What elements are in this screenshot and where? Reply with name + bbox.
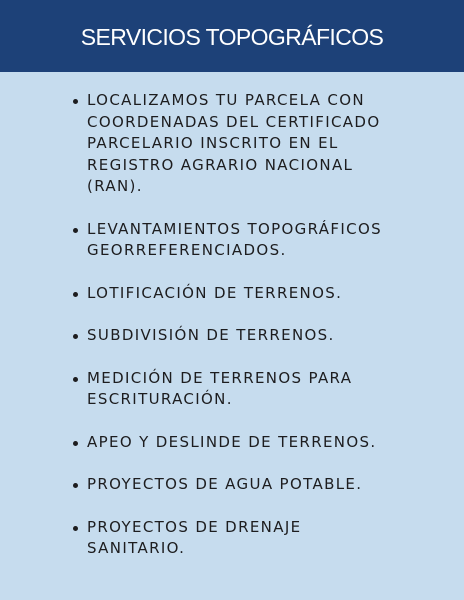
service-text-line: APEO Y DESLINDE DE TERRENOS.	[87, 432, 377, 451]
bullet-icon	[73, 99, 78, 104]
service-text-line: ESCRITURACIÓN.	[87, 390, 233, 408]
service-text-line: LOTIFICACIÓN DE TERRENOS.	[87, 283, 343, 302]
bullet-icon	[73, 483, 78, 488]
service-text-line: COORDENADAS DEL CERTIFICADO	[87, 112, 381, 131]
service-text-line: REGISTRO AGRARIO NACIONAL	[87, 155, 354, 174]
service-text-line: SANITARIO.	[87, 539, 186, 557]
bullet-icon	[73, 228, 78, 233]
service-item	[0, 325, 464, 347]
service-text-line: (RAN).	[87, 177, 143, 195]
service-item	[0, 474, 464, 496]
service-text-line: MEDICIÓN DE TERRENOS PARA	[87, 368, 353, 387]
service-text-line: SUBDIVISIÓN DE TERRENOS.	[87, 326, 335, 344]
service-item	[0, 90, 464, 198]
bullet-icon	[73, 377, 78, 382]
bullet-icon	[73, 334, 78, 339]
service-item	[0, 517, 464, 560]
header-banner	[0, 0, 464, 72]
service-text-line: PROYECTOS DE DRENAJE	[87, 517, 302, 536]
service-item	[0, 432, 464, 454]
bullet-icon	[73, 526, 78, 531]
service-text-line: LEVANTAMIENTOS TOPOGRÁFICOS	[87, 219, 383, 238]
bullet-icon	[73, 292, 78, 297]
service-text-line: PROYECTOS DE AGUA POTABLE.	[87, 475, 363, 493]
page-title: SERVICIOS TOPOGRÁFICOS	[80, 23, 384, 50]
service-item	[0, 219, 464, 262]
service-item	[0, 368, 464, 411]
service-text-line: PARCELARIO INSCRITO EN EL	[87, 134, 339, 152]
bullet-icon	[73, 441, 78, 446]
service-text-line: GEORREFERENCIADOS.	[87, 241, 287, 259]
service-text-line: LOCALIZAMOS TU PARCELA CON	[87, 91, 365, 109]
service-item	[0, 283, 464, 305]
services-list	[0, 90, 464, 581]
